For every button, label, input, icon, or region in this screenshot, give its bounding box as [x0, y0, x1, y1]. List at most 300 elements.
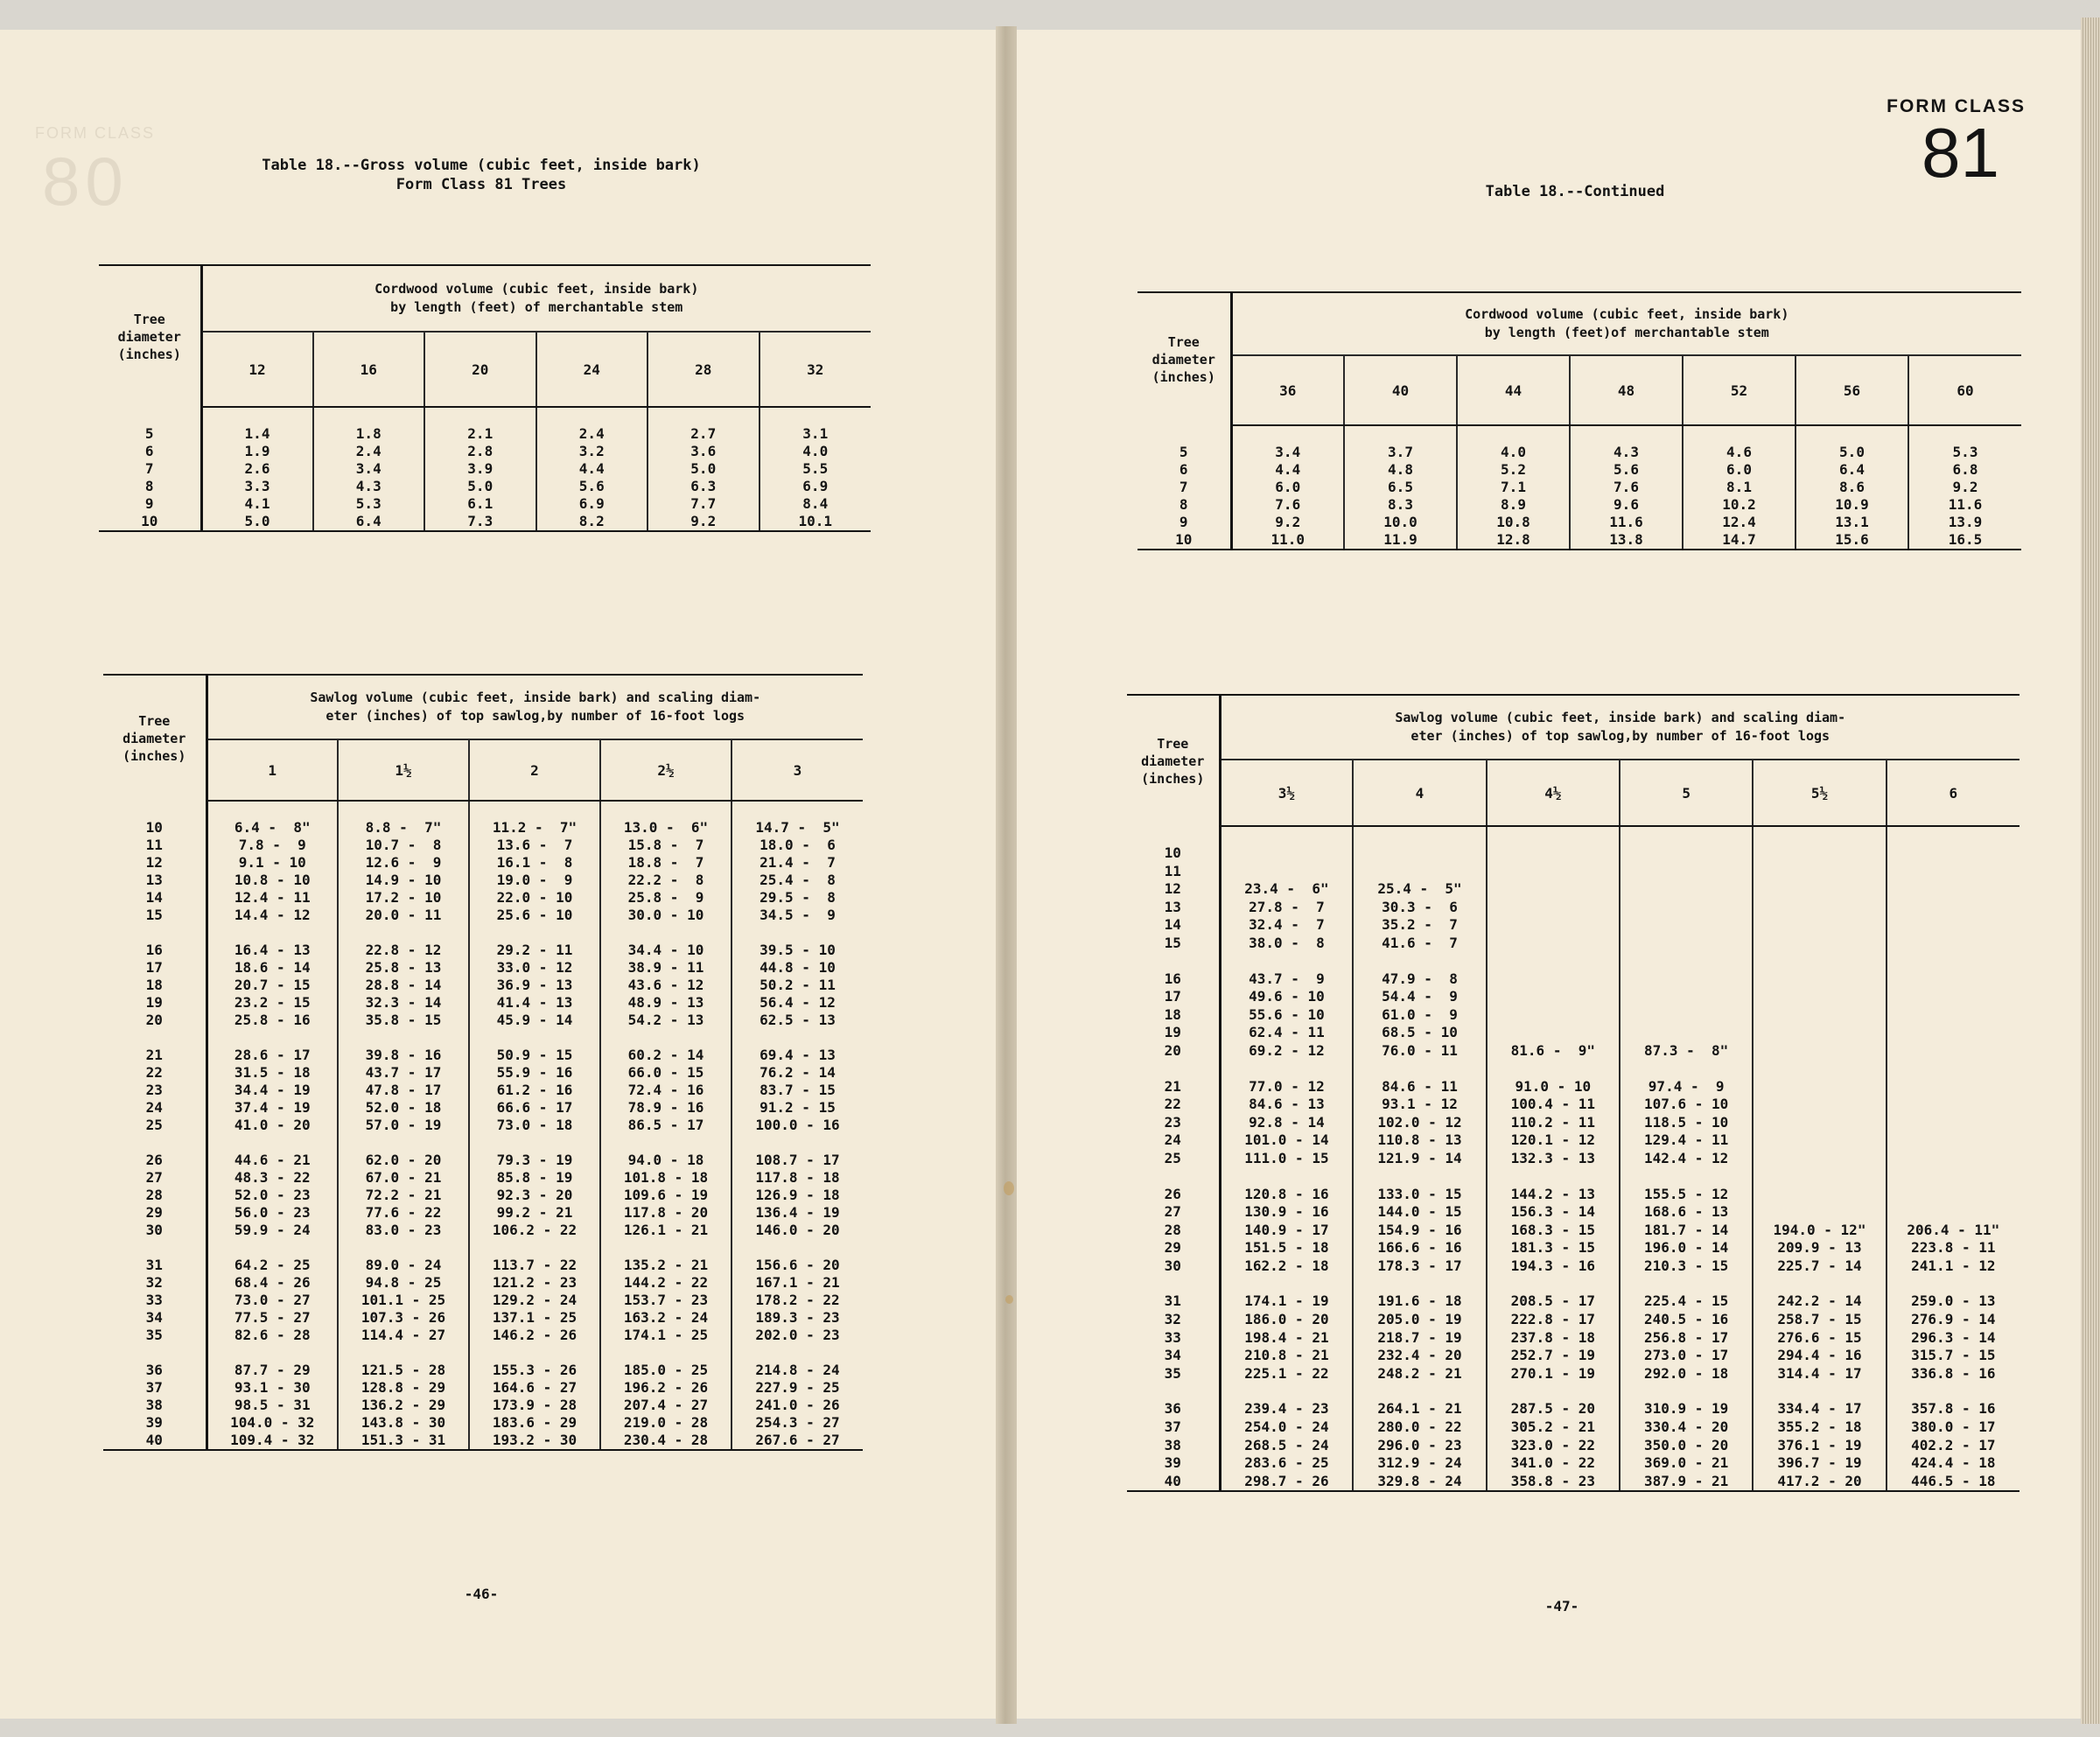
volume-cell	[1753, 1042, 1886, 1061]
volume-cell: 62.5 - 13	[732, 1012, 863, 1029]
volume-cell: 287.5 - 20	[1487, 1400, 1620, 1418]
tree-diameter-cell: 10	[1127, 844, 1220, 863]
volume-cell: 11.9	[1344, 531, 1457, 550]
table-row	[103, 1082, 863, 1099]
volume-cell	[1886, 1078, 2020, 1096]
volume-cell: 62.4 - 11	[1249, 1024, 1325, 1041]
volume-cell: 34.4 - 19	[234, 1082, 311, 1098]
table-row	[103, 1379, 863, 1397]
length-column-header: 32	[760, 332, 872, 407]
stain-mark	[1004, 1181, 1014, 1195]
table-row	[103, 889, 863, 907]
volume-cell: 181.3 - 15	[1487, 1239, 1620, 1257]
span-header-line: by length (feet)of merchantable stem	[1484, 325, 1769, 340]
volume-cell: 91.0 - 10	[1487, 1078, 1620, 1096]
volume-cell	[1220, 844, 1353, 863]
volume-cell: 132.3 - 13	[1487, 1150, 1620, 1168]
volume-cell: 50.9 - 15	[469, 1047, 600, 1064]
volume-cell: 162.2 - 18	[1244, 1257, 1329, 1274]
length-column-header: 52	[1683, 355, 1796, 425]
volume-cell: 205.0 - 19	[1353, 1311, 1486, 1329]
diameter-header-line: Tree	[133, 311, 165, 327]
cordwood-table-body	[99, 407, 871, 531]
tree-diameter-cell: 12	[1127, 880, 1220, 899]
volume-cell: 8.6	[1796, 479, 1908, 496]
volume-cell	[1620, 863, 1753, 881]
volume-cell	[1753, 1078, 1886, 1096]
spacer-row	[103, 1344, 863, 1362]
volume-cell: 6.0	[1683, 461, 1796, 479]
table-row	[1127, 1078, 2020, 1096]
volume-cell: 225.4 - 15	[1620, 1292, 1753, 1311]
volume-cell: 14.7 - 5"	[732, 819, 863, 837]
volume-cell: 34.5 - 9	[732, 907, 863, 924]
volume-cell: 114.4 - 27	[338, 1327, 469, 1344]
volume-cell: 219.0 - 28	[600, 1414, 732, 1432]
volume-cell	[1886, 899, 2020, 917]
table-row	[103, 1047, 863, 1064]
tree-diameter-cell: 25	[1127, 1150, 1220, 1168]
volume-cell: 102.0 - 12	[1353, 1114, 1486, 1132]
diameter-header-line: diameter	[1152, 351, 1215, 368]
volume-cell: 27.8 - 7	[1249, 898, 1325, 915]
volume-cell	[1487, 970, 1620, 989]
volume-cell: 23.4 - 6"	[1244, 880, 1329, 898]
tree-diameter-cell: 23	[103, 1082, 206, 1099]
length-column-header: 12	[201, 332, 313, 407]
table-row	[1127, 1454, 2020, 1473]
volume-cell: 44.8 - 10	[732, 959, 863, 977]
volume-cell: 9.2	[648, 513, 760, 531]
table-row	[99, 443, 871, 460]
tree-diameter-cell: 33	[103, 1292, 206, 1309]
volume-cell: 186.0 - 20	[1244, 1311, 1329, 1328]
volume-cell: 3.1	[760, 425, 872, 443]
spacer-row	[1127, 1168, 2020, 1186]
tree-diameter-cell: 15	[103, 907, 206, 924]
table-row	[103, 942, 863, 959]
tree-diameter-cell: 26	[103, 1152, 206, 1169]
length-column-header: 60	[1908, 355, 2021, 425]
volume-cell: 218.7 - 19	[1353, 1329, 1486, 1348]
volume-cell: 20.0 - 11	[338, 907, 469, 924]
length-column-header: 44	[1457, 355, 1570, 425]
volume-cell: 45.9 - 14	[469, 1012, 600, 1029]
table-row	[103, 1257, 863, 1274]
volume-cell: 3.9	[424, 460, 536, 478]
volume-cell: 264.1 - 21	[1353, 1400, 1486, 1418]
volume-cell: 5.6	[1570, 461, 1683, 479]
table-row	[1138, 514, 2021, 531]
volume-cell: 227.9 - 25	[732, 1379, 863, 1397]
logs-column-header: 6	[1886, 760, 2020, 826]
volume-cell: 151.5 - 18	[1244, 1239, 1329, 1257]
volume-cell: 62.0 - 20	[338, 1152, 469, 1169]
volume-cell: 37.4 - 19	[234, 1099, 311, 1116]
tree-diameter-cell: 32	[103, 1274, 206, 1292]
volume-cell: 13.0 - 6"	[600, 819, 732, 837]
volume-cell: 13.6 - 7	[469, 837, 600, 854]
tree-diameter-cell: 30	[103, 1222, 206, 1239]
volume-cell: 167.1 - 21	[732, 1274, 863, 1292]
volume-cell: 329.8 - 24	[1353, 1473, 1486, 1492]
volume-cell: 60.2 - 14	[600, 1047, 732, 1064]
volume-cell: 128.8 - 29	[338, 1379, 469, 1397]
volume-cell: 189.3 - 23	[732, 1309, 863, 1327]
volume-cell: 32.3 - 14	[338, 994, 469, 1012]
volume-cell	[1487, 1024, 1620, 1042]
tree-diameter-cell: 6	[1138, 461, 1231, 479]
tree-diameter-cell: 36	[103, 1362, 206, 1379]
length-column-header: 40	[1344, 355, 1457, 425]
volume-cell: 76.0 - 11	[1353, 1042, 1486, 1061]
volume-cell: 6.5	[1344, 479, 1457, 496]
volume-cell: 35.2 - 7	[1353, 916, 1486, 935]
diameter-header-line: (inches)	[1141, 770, 1205, 787]
spacer-row	[1127, 1061, 2020, 1078]
tree-diameter-cell: 19	[103, 994, 206, 1012]
volume-cell: 5.5	[760, 460, 872, 478]
table-row	[99, 495, 871, 513]
table-row	[1127, 1186, 2020, 1204]
volume-cell: 66.0 - 15	[600, 1064, 732, 1082]
volume-cell: 273.0 - 17	[1620, 1347, 1753, 1365]
tree-diameter-cell: 29	[103, 1204, 206, 1222]
volume-cell: 4.3	[313, 478, 425, 495]
volume-cell: 270.1 - 19	[1487, 1365, 1620, 1383]
tree-diameter-cell: 39	[1127, 1454, 1220, 1473]
volume-cell: 100.0 - 16	[732, 1117, 863, 1134]
tree-diameter-cell: 8	[1138, 496, 1231, 514]
table-row	[103, 1309, 863, 1327]
tree-diameter-cell: 11	[103, 837, 206, 854]
volume-cell: 104.0 - 32	[230, 1414, 315, 1431]
spacer-row	[103, 801, 863, 819]
volume-cell: 23.2 - 15	[234, 994, 311, 1011]
volume-cell: 120.8 - 16	[1244, 1185, 1329, 1202]
tree-diameter-cell: 9	[99, 495, 201, 513]
volume-cell: 36.9 - 13	[469, 977, 600, 994]
volume-cell: 240.5 - 16	[1620, 1311, 1753, 1329]
volume-cell: 38.9 - 11	[600, 959, 732, 977]
volume-cell: 3.3	[244, 478, 270, 494]
table-row	[103, 854, 863, 872]
volume-cell: 252.7 - 19	[1487, 1347, 1620, 1365]
spacer-row	[103, 1239, 863, 1257]
volume-cell: 146.2 - 26	[469, 1327, 600, 1344]
volume-cell: 198.4 - 21	[1244, 1328, 1329, 1346]
table-row	[103, 837, 863, 854]
logs-column-header: 1	[206, 739, 338, 801]
volume-cell: 79.3 - 19	[469, 1152, 600, 1169]
volume-cell: 8.4	[760, 495, 872, 513]
volume-cell: 48.3 - 22	[234, 1169, 311, 1186]
table-row	[103, 1414, 863, 1432]
table-row	[103, 1012, 863, 1029]
span-header-line: Cordwood volume (cubic feet, inside bark)	[1465, 306, 1789, 322]
table-row	[1127, 1114, 2020, 1132]
volume-cell: 133.0 - 15	[1353, 1186, 1486, 1204]
volume-cell: 312.9 - 24	[1353, 1454, 1486, 1473]
table-row	[99, 513, 871, 531]
table-row	[99, 478, 871, 495]
volume-cell: 126.9 - 18	[732, 1187, 863, 1204]
span-header-line: Sawlog volume (cubic feet, inside bark) and scaling diam-	[310, 690, 761, 705]
table-row	[103, 872, 863, 889]
volume-cell: 61.2 - 16	[469, 1082, 600, 1099]
tree-diameter-cell: 38	[103, 1397, 206, 1414]
volume-cell: 1.8	[313, 425, 425, 443]
volume-cell: 101.8 - 18	[600, 1169, 732, 1187]
tree-diameter-cell: 29	[1127, 1239, 1220, 1257]
volume-cell	[1220, 863, 1353, 881]
volume-cell: 32.4 - 7	[1249, 916, 1325, 934]
tree-diameter-cell: 13	[103, 872, 206, 889]
volume-cell: 267.6 - 27	[732, 1432, 863, 1450]
tree-diameter-cell: 17	[1127, 988, 1220, 1006]
volume-cell: 207.4 - 27	[600, 1397, 732, 1414]
tree-diameter-cell: 10	[99, 513, 201, 531]
table-row	[1138, 496, 2021, 514]
volume-cell: 5.3	[1908, 444, 2021, 461]
volume-cell: 44.6 - 21	[234, 1152, 311, 1168]
volume-cell: 86.5 - 17	[600, 1117, 732, 1134]
sawlog-span-header	[206, 675, 863, 739]
volume-cell	[1487, 988, 1620, 1006]
volume-cell: 144.2 - 13	[1487, 1186, 1620, 1204]
spacer-row	[1138, 425, 2021, 444]
volume-cell: 77.5 - 27	[234, 1309, 311, 1326]
volume-cell: 296.0 - 23	[1353, 1437, 1486, 1455]
volume-cell: 5.2	[1457, 461, 1570, 479]
volume-cell: 113.7 - 22	[469, 1257, 600, 1274]
volume-cell: 121.9 - 14	[1353, 1150, 1486, 1168]
tree-diameter-cell: 18	[1127, 1006, 1220, 1025]
volume-cell: 109.4 - 32	[206, 1432, 338, 1450]
span-header-line: eter (inches) of top sawlog,by number of 16-foot logs	[1410, 728, 1830, 744]
table-row	[99, 460, 871, 478]
volume-cell: 29.2 - 11	[469, 942, 600, 959]
volume-cell: 83.7 - 15	[732, 1082, 863, 1099]
volume-cell: 55.9 - 16	[469, 1064, 600, 1082]
tree-diameter-cell: 31	[1127, 1292, 1220, 1311]
volume-cell: 196.0 - 14	[1620, 1239, 1753, 1257]
volume-cell: 14.4 - 12	[234, 907, 311, 923]
length-column-header: 24	[536, 332, 648, 407]
volume-cell: 41.4 - 13	[469, 994, 600, 1012]
volume-cell: 7.7	[648, 495, 760, 513]
volume-cell: 334.4 - 17	[1753, 1400, 1886, 1418]
volume-cell	[1886, 1114, 2020, 1132]
sawlog-span-header	[1220, 695, 2020, 760]
volume-cell: 56.0 - 23	[234, 1204, 311, 1221]
volume-cell: 94.0 - 18	[600, 1152, 732, 1169]
logs-column-header: 1½	[338, 739, 469, 801]
volume-cell: 47.8 - 17	[338, 1082, 469, 1099]
volume-cell: 283.6 - 25	[1244, 1454, 1329, 1472]
table-row	[103, 1222, 863, 1239]
volume-cell	[1753, 1024, 1886, 1042]
volume-cell: 154.9 - 16	[1353, 1222, 1486, 1240]
volume-cell	[1620, 880, 1753, 899]
volume-cell: 55.6 - 10	[1249, 1005, 1325, 1023]
volume-cell: 13.8	[1570, 531, 1683, 550]
table-row	[1127, 1257, 2020, 1276]
logs-column-header: 5½	[1753, 760, 1886, 826]
volume-cell: 6.0	[1275, 479, 1301, 495]
volume-cell: 7.1	[1457, 479, 1570, 496]
volume-cell: 292.0 - 18	[1620, 1365, 1753, 1383]
table-row	[1127, 1006, 2020, 1025]
volume-cell: 225.1 - 22	[1244, 1364, 1329, 1382]
volume-cell: 8.9	[1457, 496, 1570, 514]
volume-cell: 305.2 - 21	[1487, 1418, 1620, 1437]
volume-cell: 5.6	[536, 478, 648, 495]
table-row	[103, 1117, 863, 1134]
volume-cell: 7.6	[1570, 479, 1683, 496]
volume-cell: 155.5 - 12	[1620, 1186, 1753, 1204]
volume-cell: 242.2 - 14	[1753, 1292, 1886, 1311]
volume-cell: 7.6	[1275, 496, 1301, 513]
table-row	[1127, 1347, 2020, 1365]
volume-cell: 254.3 - 27	[732, 1414, 863, 1432]
volume-cell: 17.2 - 10	[338, 889, 469, 907]
logs-column-header: 3½	[1220, 760, 1353, 826]
volume-cell: 54.4 - 9	[1353, 988, 1486, 1006]
tree-diameter-cell: 36	[1127, 1400, 1220, 1418]
table-row	[1127, 1329, 2020, 1348]
sawlog-table-body	[103, 801, 863, 1450]
volume-cell: 12.4	[1683, 514, 1796, 531]
tree-diameter-cell: 11	[1127, 863, 1220, 881]
volume-cell: 294.4 - 16	[1753, 1347, 1886, 1365]
tree-diameter-cell: 35	[103, 1327, 206, 1344]
volume-cell: 210.8 - 21	[1244, 1347, 1329, 1364]
volume-cell: 248.2 - 21	[1353, 1365, 1486, 1383]
table-row	[1138, 531, 2021, 550]
bleed-through-number: 80	[42, 143, 129, 220]
volume-cell: 191.6 - 18	[1353, 1292, 1486, 1311]
volume-cell: 93.1 - 30	[234, 1379, 311, 1396]
volume-cell: 22.0 - 10	[469, 889, 600, 907]
volume-cell: 30.3 - 6	[1353, 899, 1486, 917]
volume-cell: 4.8	[1344, 461, 1457, 479]
diameter-header-line: Tree	[1167, 333, 1200, 350]
volume-cell: 57.0 - 19	[338, 1117, 469, 1134]
table-row	[1127, 1365, 2020, 1383]
volume-cell	[1886, 863, 2020, 881]
volume-cell	[1487, 863, 1620, 881]
logs-column-header: 4½	[1487, 760, 1620, 826]
volume-cell: 18.8 - 7	[600, 854, 732, 872]
volume-cell: 82.6 - 28	[234, 1327, 311, 1343]
volume-cell: 174.1 - 19	[1244, 1292, 1329, 1310]
volume-cell	[1753, 844, 1886, 863]
volume-cell: 168.6 - 13	[1620, 1203, 1753, 1222]
volume-cell: 2.8	[424, 443, 536, 460]
volume-cell	[1886, 1006, 2020, 1025]
volume-cell: 120.1 - 12	[1487, 1131, 1620, 1150]
tree-diameter-cell: 35	[1127, 1365, 1220, 1383]
volume-cell: 336.8 - 16	[1886, 1365, 2020, 1383]
volume-cell: 2.1	[424, 425, 536, 443]
volume-cell: 107.6 - 10	[1620, 1096, 1753, 1114]
sawlog-volume-table-right	[1127, 694, 2020, 1492]
length-column-header: 56	[1796, 355, 1908, 425]
volume-cell: 380.0 - 17	[1886, 1418, 2020, 1437]
volume-cell	[1886, 1186, 2020, 1204]
volume-cell: 13.1	[1796, 514, 1908, 531]
volume-cell: 69.2 - 12	[1249, 1041, 1325, 1059]
tree-diameter-cell: 24	[1127, 1131, 1220, 1150]
tree-diameter-cell: 9	[1138, 514, 1231, 531]
volume-cell: 358.8 - 23	[1487, 1473, 1620, 1492]
volume-cell: 164.6 - 27	[469, 1379, 600, 1397]
table-row	[103, 1204, 863, 1222]
volume-cell: 194.3 - 16	[1487, 1257, 1620, 1276]
volume-cell: 10.1	[760, 513, 872, 531]
volume-cell: 99.2 - 21	[469, 1204, 600, 1222]
volume-cell: 155.3 - 26	[469, 1362, 600, 1379]
volume-cell: 12.4 - 11	[234, 889, 311, 906]
volume-cell: 67.0 - 21	[338, 1169, 469, 1187]
volume-cell: 10.9	[1796, 496, 1908, 514]
volume-cell: 136.4 - 19	[732, 1204, 863, 1222]
table-row	[1127, 863, 2020, 881]
volume-cell: 84.6 - 11	[1353, 1078, 1486, 1096]
volume-cell: 129.2 - 24	[469, 1292, 600, 1309]
tree-diameter-cell: 10	[103, 819, 206, 837]
volume-cell: 256.8 - 17	[1620, 1329, 1753, 1348]
left-title-line2: Form Class 81 Trees	[396, 176, 567, 193]
volume-cell: 28.8 - 14	[338, 977, 469, 994]
volume-cell: 73.0 - 27	[234, 1292, 311, 1308]
volume-cell	[1620, 988, 1753, 1006]
tree-diameter-cell: 20	[103, 1012, 206, 1029]
spacer-row	[1127, 1275, 2020, 1292]
volume-cell: 323.0 - 22	[1487, 1437, 1620, 1455]
table-row	[103, 1432, 863, 1450]
volume-cell: 446.5 - 18	[1886, 1473, 2020, 1492]
volume-cell: 140.9 - 17	[1244, 1221, 1329, 1238]
tree-diameter-cell: 7	[1138, 479, 1231, 496]
volume-cell: 106.2 - 22	[469, 1222, 600, 1239]
logs-column-header: 3	[732, 739, 863, 801]
left-title-line1: Table 18.--Gross volume (cubic feet, inside bark)	[262, 157, 701, 174]
volume-cell	[1753, 899, 1886, 917]
volume-cell	[1620, 916, 1753, 935]
table-row	[103, 1099, 863, 1117]
stain-mark	[1005, 1295, 1013, 1304]
volume-cell	[1620, 935, 1753, 953]
table-row	[1127, 935, 2020, 953]
volume-cell: 22.8 - 12	[338, 942, 469, 959]
table-row	[99, 425, 871, 443]
volume-cell: 56.4 - 12	[732, 994, 863, 1012]
volume-cell: 107.3 - 26	[338, 1309, 469, 1327]
volume-cell: 48.9 - 13	[600, 994, 732, 1012]
volume-cell: 10.7 - 8	[338, 837, 469, 854]
table-row	[103, 959, 863, 977]
volume-cell: 19.0 - 9	[469, 872, 600, 889]
volume-cell: 2.4	[536, 425, 648, 443]
volume-cell: 4.0	[1457, 444, 1570, 461]
table-row	[1127, 1042, 2020, 1061]
volume-cell	[1620, 1024, 1753, 1042]
volume-cell: 16.4 - 13	[234, 942, 311, 958]
volume-cell: 9.1 - 10	[238, 854, 306, 871]
diameter-header-line: diameter	[117, 328, 181, 345]
